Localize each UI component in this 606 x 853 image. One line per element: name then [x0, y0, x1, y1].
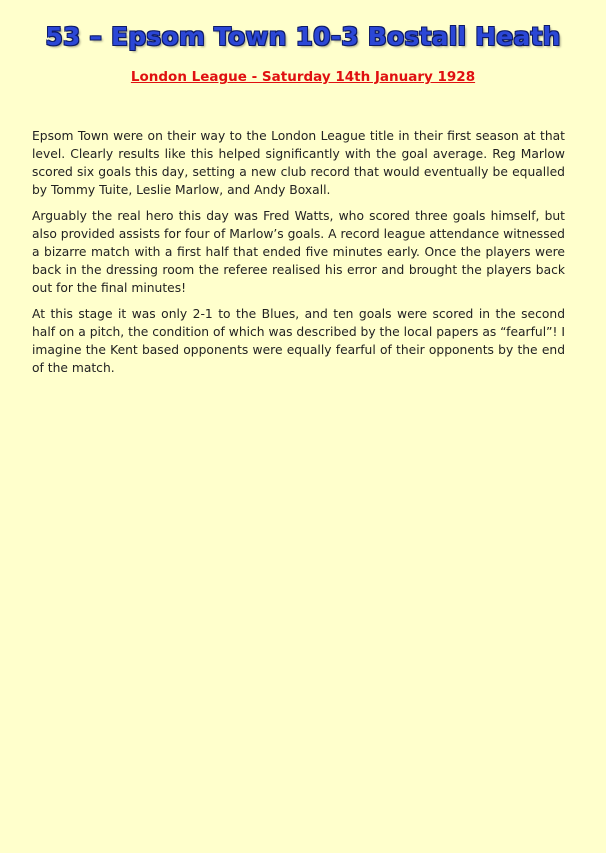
page-title: 53 – Epsom Town 10-3 Bostall Heath	[45, 22, 561, 51]
article-body	[32, 127, 565, 385]
article-paragraph: At this stage it was only 2-1 to the Blues, and ten goals were scored in the second half on a pitch, the condition of which was described by the local papers as “fearful”! I imagine the Kent based opponents were equally fearful of their opponents by the end of the match.	[32, 307, 565, 375]
match-subtitle: London League - Saturday 14th January 1928	[130, 69, 476, 85]
article-paragraph: Epsom Town were on their way to the London League title in their first season at that level. Clearly results like this helped significantly with the goal average. Reg Marlow scored six goals this day, setting a new club record that would eventually be equalled by Tommy Tuite, Leslie Marlow, and Andy Boxall.	[32, 129, 565, 197]
article-paragraph: Arguably the real hero this day was Fred Watts, who scored three goals himself, but also provided assists for four of Marlow’s goals. A record league attendance witnessed a bizarre match with a first half that ended five minutes early. Once the players were back in the dressing room the referee realised his error and brought the players back out for the final minutes!	[32, 209, 565, 295]
